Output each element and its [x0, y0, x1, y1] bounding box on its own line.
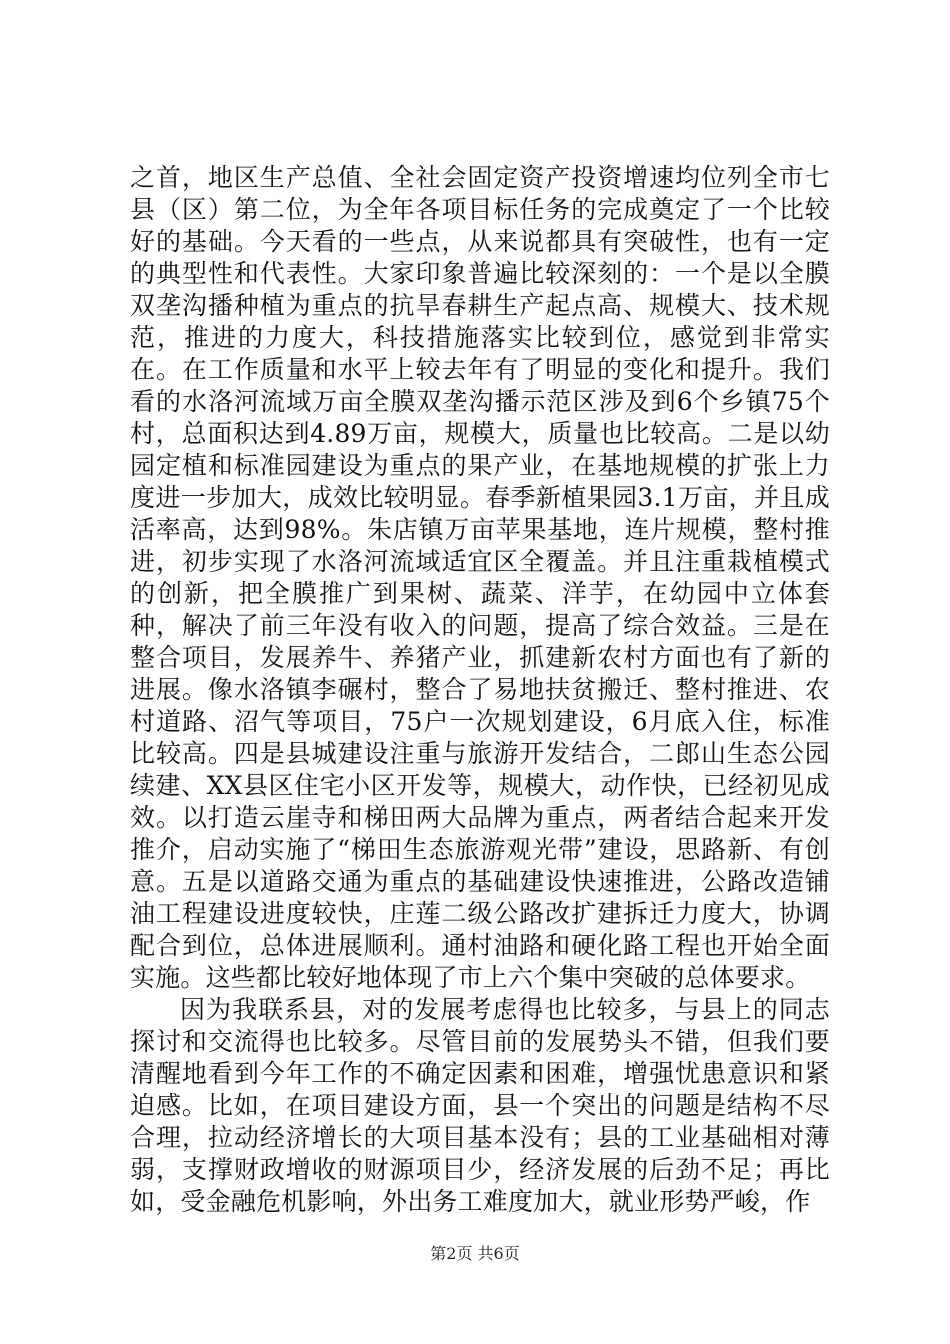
paragraph-1: 之首，地区生产总值、全社会固定资产投资增速均位列全市七县（区）第二位，为全年各项目标任务的完成奠定了一个比较好的基础。今天看的一些点，从来说都具有突破性，也有一定的典型性和代表性。大家印象普遍比较深刻的：一个是以全膜双垄沟播种植为重点的抗旱春耕生产起点高、规模大、技术规范，推进的力度大，科技措施落实比较到位，感觉到非常实在。在工作质量和水平上较去年有了明显的变化和提升。我们看的水洛河流域万亩全膜双垄沟播示范区涉及到6个乡镇75个村，总面积达到4.89万亩，规模大，质量也比较高。二是以幼园定植和标准园建设为重点的果产业，在基地规模的扩张上力度进一步加大，成效比较明显。春季新植果园3.1万亩，并且成活率高，达到98%。朱店镇万亩苹果基地，连片规模，整村推进，初步实现了水洛河流域适宜区全覆盖。并且注重栽植模式的创新，把全膜推广到果树、蔬菜、洋芋，在幼园中立体套种，解决了前三年没有收入的问题，提高了综合效益。三是在整合项目，发展养牛、养猪产业，抓建新农村方面也有了新的进展。像水洛镇李碾村，整合了易地扶贫搬迁、整村推进、农村道路、沼气等项目，75户一次规划建设，6月底入住，标准比较高。四是县城建设注重与旅游开发结合，二郎山生态公园续建、XX县区住宅小区开发等，规模大，动作快，已经初见成效。以打造云崖寺和梯田两大品牌为重点，两者结合起来开发推介，启动实施了“梯田生态旅游观光带”建设，思路新、有创意。五是以道路交通为重点的基础建设快速推进，公路改造铺油工程建设进度较快，庄莲二级公路改扩建拆迁力度大，协调配合到位，总体进展顺利。通村油路和硬化路工程也开始全面实施。这些都比较好地体现了市上六个集中突破的总体要求。 [130, 163, 830, 992]
document-body [130, 162, 830, 1218]
paragraph-2: 因为我联系县，对的发展考虑得也比较多，与县上的同志探讨和交流得也比较多。尽管目前的发展势头不错，但我们要清醒地看到今年工作的不确定因素和困难，增强忧患意识和紧迫感。比如，在项目建设方面，县一个突出的问题是结构不尽合理，拉动经济增长的大项目基本没有；县的工业基础相对薄弱，支撑财政增收的财源项目少，经济发展的后劲不足；再比如，受金融危机影响，外出务工难度加大，就业形势严峻，作 [130, 995, 830, 1216]
page-footer: 第2页 共6页 [430, 1244, 520, 1263]
